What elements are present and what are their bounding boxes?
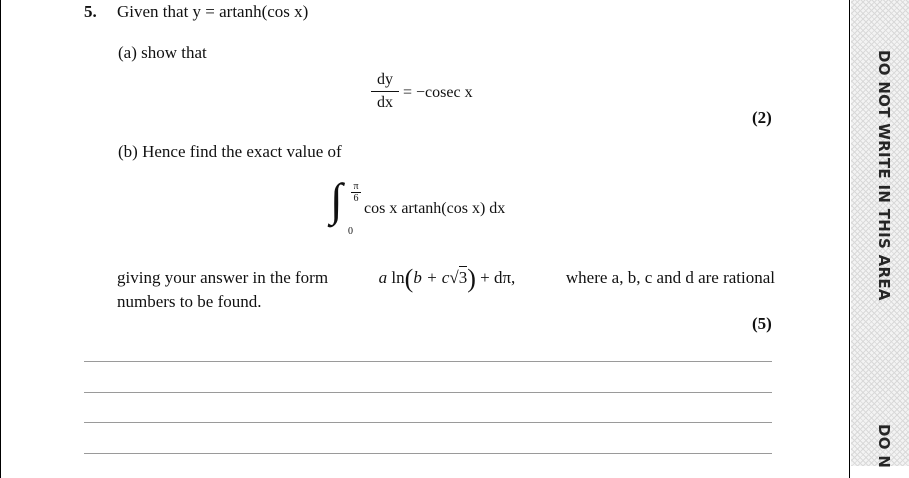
answer-writing-line[interactable]	[84, 422, 772, 423]
derivative-denominator: dx	[377, 94, 393, 111]
question-stem: Given that y = artanh(cos x)	[117, 2, 309, 21]
question-number: 5.	[84, 2, 97, 21]
form-ln: ln	[391, 268, 405, 287]
derivative-fraction	[371, 71, 399, 112]
derivative-numerator: dy	[377, 71, 393, 88]
integral-lower-limit: 0	[348, 226, 353, 237]
integral-sign: ∫	[330, 174, 343, 225]
upper-limit-numerator: π	[353, 181, 359, 192]
part-b-label: (b) Hence find the exact value of	[118, 142, 342, 161]
answer-writing-line[interactable]	[84, 392, 772, 393]
form-tail: + dπ,	[480, 268, 516, 287]
form-b: b + c√	[413, 268, 459, 287]
answer-form: a ln(b + c√3) + dπ,	[378, 264, 516, 293]
margin-warning-text-partial: DO N	[875, 424, 893, 469]
integral-upper-limit	[351, 182, 361, 203]
answer-writing-line[interactable]	[84, 453, 772, 454]
part-b-marks: (5)	[752, 314, 772, 333]
form-a: a	[378, 268, 388, 287]
answer-line-1	[117, 264, 775, 293]
part-a-marks: (2)	[752, 108, 772, 127]
answer-prefix: giving your answer in the form	[117, 268, 329, 287]
margin-warning-text: DO NOT WRITE IN THIS AREA	[875, 50, 893, 301]
integrand: cos x artanh(cos x) dx	[364, 200, 506, 217]
answer-suffix: where a, b, c and d are rational	[565, 268, 775, 287]
upper-limit-denominator: 6	[353, 193, 359, 204]
derivative-rhs: = −cosec x	[403, 84, 473, 101]
answer-instructions	[117, 266, 775, 313]
answer-line-2: numbers to be found.	[117, 292, 262, 311]
answer-writing-line[interactable]	[84, 361, 772, 362]
fraction-bar	[371, 91, 399, 92]
part-a-label: (a) show that	[118, 43, 207, 62]
form-sqrt-arg: 3	[458, 268, 468, 287]
